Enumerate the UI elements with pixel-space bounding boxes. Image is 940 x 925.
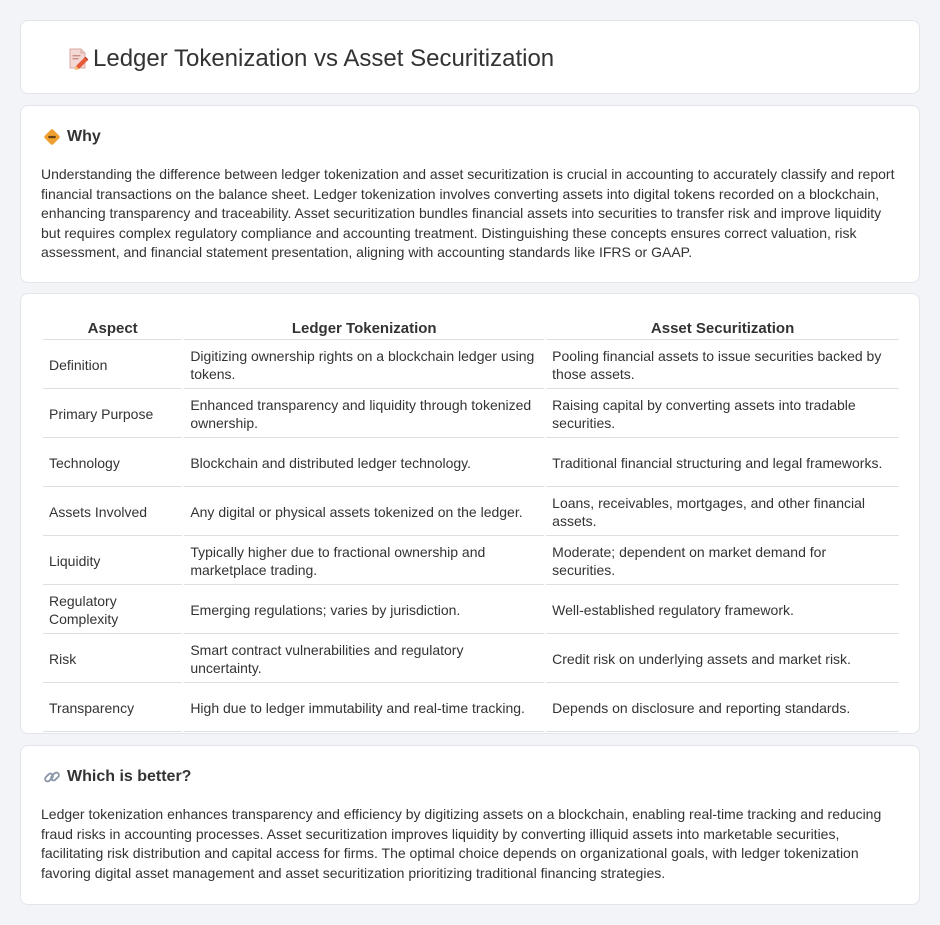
ledger-tokenization-cell: Emerging regulations; varies by jurisdiction. — [184, 587, 544, 634]
better-heading: Which is better? — [67, 768, 192, 785]
asset-securitization-cell: Credit risk on underlying assets and market risk. — [546, 636, 899, 683]
aspect-cell: Transparency — [43, 685, 182, 732]
table-row — [43, 685, 899, 732]
header-ledger-tokenization: Ledger Tokenization — [184, 318, 544, 340]
document-pencil-icon — [67, 47, 91, 76]
ledger-tokenization-cell: Enhanced transparency and liquidity through tokenized ownership. — [184, 391, 544, 438]
aspect-cell: Assets Involved — [43, 489, 182, 536]
ledger-tokenization-cell: Any digital or physical assets tokenized on the ledger. — [184, 489, 544, 536]
ledger-tokenization-cell: Typically higher due to fractional ownership and marketplace trading. — [184, 538, 544, 585]
page-title: Ledger Tokenization vs Asset Securitization — [93, 45, 555, 72]
ledger-tokenization-cell: Digitizing ownership rights on a blockchain ledger using tokens. — [184, 342, 544, 389]
ledger-tokenization-cell: Smart contract vulnerabilities and regulatory uncertainty. — [184, 636, 544, 683]
aspect-cell: Regulatory Complexity — [43, 587, 182, 634]
table-row — [43, 538, 899, 585]
aspect-cell: Technology — [43, 440, 182, 487]
better-text: Ledger tokenization enhances transparency and efficiency by digitizing assets on a blockchain, enabling real-time tracking and reducing fraud risks in accounting processes. Asset securitization improves liquidity by converting illiquid assets into marketable securities, facilitating risk distribution and capital access for firms. The optimal choice depends on organizational goals, with ledger tokenization favoring digital asset management and asset securitization prioritizing traditional financing strategies. — [41, 806, 882, 881]
why-text: Understanding the difference between ledger tokenization and asset securitization is crucial in accounting to accurately classify and report financial transactions on the balance sheet. Ledger tokenization involves converting assets into digital tokens recorded on a blockchain, enhancing transparency and traceability. Asset securitization bundles financial assets into securities to transfer risk and improve liquidity but requires complex regulatory compliance and accounting treatment. Distinguishing these concepts ensures correct valuation, risk assessment, and financial statement presentation, aligning with accounting standards like IFRS or GAAP. — [41, 166, 895, 261]
table-row — [43, 636, 899, 683]
asset-securitization-cell: Pooling financial assets to issue securities backed by those assets. — [546, 342, 899, 389]
diamond-warning-icon — [43, 128, 61, 146]
aspect-cell: Liquidity — [43, 538, 182, 585]
which-is-better-section — [20, 745, 920, 905]
table-row — [43, 342, 899, 389]
comparison-section — [20, 293, 920, 734]
asset-securitization-cell: Moderate; dependent on market demand for securities. — [546, 538, 899, 585]
asset-securitization-cell: Traditional financial structuring and legal frameworks. — [546, 440, 899, 487]
ledger-tokenization-cell: Blockchain and distributed ledger technology. — [184, 440, 544, 487]
comparison-table — [41, 316, 901, 734]
why-heading-row — [43, 126, 101, 148]
asset-securitization-cell: Raising capital by converting assets into tradable securities. — [546, 391, 899, 438]
why-heading: Why — [67, 128, 101, 145]
table-row — [43, 440, 899, 487]
asset-securitization-cell: Loans, receivables, mortgages, and other financial assets. — [546, 489, 899, 536]
title-card — [20, 20, 920, 94]
better-heading-row — [43, 766, 191, 788]
aspect-cell: Primary Purpose — [43, 391, 182, 438]
aspect-cell: Definition — [43, 342, 182, 389]
asset-securitization-cell: Depends on disclosure and reporting standards. — [546, 685, 899, 732]
table-header-row — [43, 318, 899, 340]
table-row — [43, 587, 899, 634]
table-row — [43, 489, 899, 536]
header-asset-securitization: Asset Securitization — [546, 318, 899, 340]
header-aspect: Aspect — [43, 318, 182, 340]
link-icon — [43, 768, 61, 786]
table-row — [43, 391, 899, 438]
asset-securitization-cell: Well-established regulatory framework. — [546, 587, 899, 634]
aspect-cell: Risk — [43, 636, 182, 683]
ledger-tokenization-cell: High due to ledger immutability and real-time tracking. — [184, 685, 544, 732]
why-section — [20, 105, 920, 283]
